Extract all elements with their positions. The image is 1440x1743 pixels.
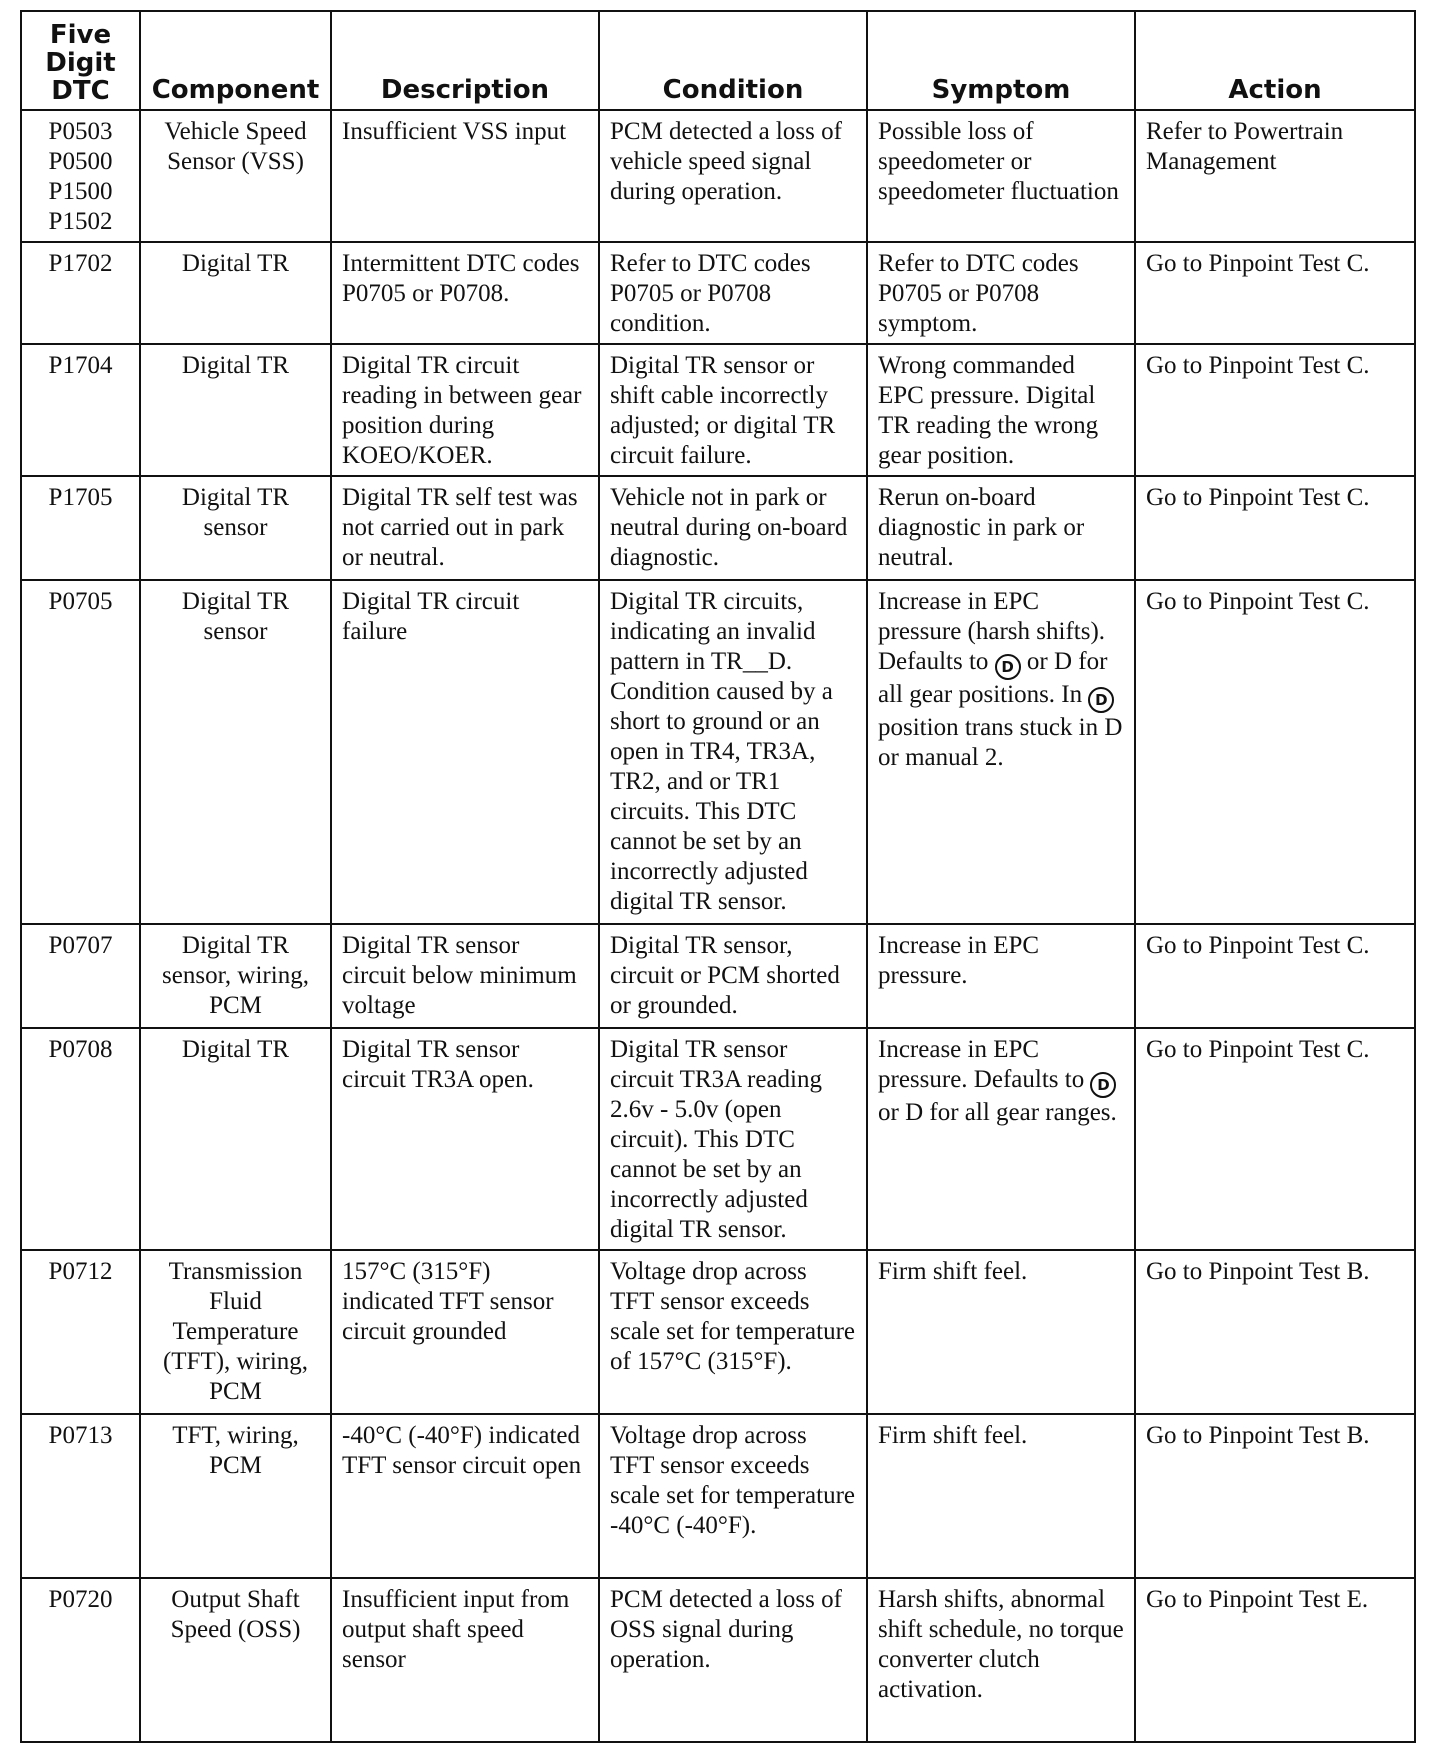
table-row [21, 1250, 1415, 1414]
table-row [21, 1414, 1415, 1578]
header-action: Action [1135, 11, 1415, 110]
component-cell: Vehicle Speed Sensor (VSS) [140, 110, 331, 242]
dtc-cell [21, 580, 140, 924]
table-row [21, 580, 1415, 924]
component-cell: Digital TR sensor [140, 580, 331, 924]
dtc-cell [21, 242, 140, 344]
table-row [21, 1028, 1415, 1250]
table-row [21, 924, 1415, 1028]
symptom-cell: Possible loss of speedometer or speedometer fluctuation [867, 110, 1135, 242]
symptom-cell: Firm shift feel. [867, 1250, 1135, 1414]
dtc-cell [21, 1250, 140, 1414]
condition-cell: PCM detected a loss of OSS signal during operation. [599, 1578, 867, 1742]
overdrive-icon: D [1090, 1072, 1116, 1098]
dtc-cell [21, 344, 140, 476]
dtc-code: P0720 [48, 1586, 113, 1613]
header-component: Component [140, 11, 331, 110]
table-header-row [21, 11, 1415, 110]
dtc-code: P0708 [48, 1036, 113, 1063]
action-cell: Go to Pinpoint Test E. [1135, 1578, 1415, 1742]
table-row [21, 344, 1415, 476]
dtc-cell [21, 1578, 140, 1742]
overdrive-icon: D [1088, 687, 1114, 713]
description-cell: Intermittent DTC codes P0705 or P0708. [331, 242, 599, 344]
condition-cell: PCM detected a loss of vehicle speed signal during operation. [599, 110, 867, 242]
component-cell: Digital TR sensor, wiring, PCM [140, 924, 331, 1028]
overdrive-icon: D [995, 654, 1021, 680]
component-cell: Digital TR [140, 1028, 331, 1250]
condition-cell: Vehicle not in park or neutral during on-board diagnostic. [599, 476, 867, 580]
description-cell: Digital TR sensor circuit below minimum voltage [331, 924, 599, 1028]
condition-cell: Voltage drop across TFT sensor exceeds scale set for temperature of 157°C (315°F). [599, 1250, 867, 1414]
description-cell: Digital TR self test was not carried out in park or neutral. [331, 476, 599, 580]
action-cell: Go to Pinpoint Test B. [1135, 1414, 1415, 1578]
dtc-code: P0713 [48, 1422, 113, 1449]
symptom-cell: Increase in EPC pressure. [867, 924, 1135, 1028]
dtc-code: P0707 [48, 932, 113, 959]
table-row [21, 110, 1415, 242]
condition-cell: Refer to DTC codes P0705 or P0708 condition. [599, 242, 867, 344]
dtc-code: P1500 [48, 178, 113, 205]
dtc-code: P0503 [48, 118, 113, 145]
component-cell: Digital TR [140, 344, 331, 476]
description-cell: -40°C (-40°F) indicated TFT sensor circuit open [331, 1414, 599, 1578]
header-condition: Condition [599, 11, 867, 110]
symptom-cell: Firm shift feel. [867, 1414, 1135, 1578]
description-cell: Insufficient VSS input [331, 110, 599, 242]
symptom-cell: Rerun on-board diagnostic in park or neutral. [867, 476, 1135, 580]
action-cell: Go to Pinpoint Test C. [1135, 580, 1415, 924]
dtc-code: P1704 [48, 352, 113, 379]
dtc-cell [21, 110, 140, 242]
action-cell: Go to Pinpoint Test C. [1135, 242, 1415, 344]
symptom-cell: Refer to DTC codes P0705 or P0708 symptom. [867, 242, 1135, 344]
dtc-cell [21, 1414, 140, 1578]
header-symptom: Symptom [867, 11, 1135, 110]
dtc-chart-page [20, 10, 1414, 1743]
component-cell: TFT, wiring, PCM [140, 1414, 331, 1578]
component-cell: Transmission Fluid Temperature (TFT), wiring, PCM [140, 1250, 331, 1414]
component-cell: Digital TR [140, 242, 331, 344]
action-cell: Go to Pinpoint Test C. [1135, 344, 1415, 476]
dtc-code: P0712 [48, 1258, 113, 1285]
dtc-code: P0705 [48, 588, 113, 615]
condition-cell: Digital TR sensor, circuit or PCM shorted or grounded. [599, 924, 867, 1028]
dtc-code: P0500 [48, 148, 113, 175]
description-cell: 157°C (315°F) indicated TFT sensor circuit grounded [331, 1250, 599, 1414]
header-description: Description [331, 11, 599, 110]
dtc-code: P1702 [48, 250, 113, 277]
condition-cell: Digital TR sensor or shift cable incorrectly adjusted; or digital TR circuit failure. [599, 344, 867, 476]
table-row [21, 476, 1415, 580]
action-cell: Go to Pinpoint Test C. [1135, 476, 1415, 580]
description-cell: Insufficient input from output shaft speed sensor [331, 1578, 599, 1742]
action-cell: Go to Pinpoint Test C. [1135, 924, 1415, 1028]
condition-cell: Digital TR circuits, indicating an invalid pattern in TR__D. Condition caused by a short to ground or an open in TR4, TR3A, TR2, and or TR1 circuits. This DTC cannot be set by an incorrectly adjusted digital TR sensor. [599, 580, 867, 924]
description-cell: Digital TR circuit failure [331, 580, 599, 924]
dtc-cell [21, 924, 140, 1028]
component-cell: Output Shaft Speed (OSS) [140, 1578, 331, 1742]
table-row [21, 1578, 1415, 1742]
action-cell: Go to Pinpoint Test B. [1135, 1250, 1415, 1414]
symptom-cell: Wrong commanded EPC pressure. Digital TR reading the wrong gear position. [867, 344, 1135, 476]
dtc-code: P1502 [48, 208, 113, 235]
description-cell: Digital TR circuit reading in between gear position during KOEO/KOER. [331, 344, 599, 476]
condition-cell: Voltage drop across TFT sensor exceeds scale set for temperature -40°C (-40°F). [599, 1414, 867, 1578]
symptom-cell: Increase in EPC pressure. Defaults to Dor D for all gear ranges. [867, 1028, 1135, 1250]
table-row [21, 242, 1415, 344]
dtc-table [20, 10, 1416, 1743]
symptom-cell: Increase in EPC pressure (harsh shifts). Defaults to D or D for all gear positions. In D position trans stuck in D or manual 2. [867, 580, 1135, 924]
dtc-code: P1705 [48, 484, 113, 511]
action-cell: Refer to Powertrain Management [1135, 110, 1415, 242]
dtc-cell [21, 476, 140, 580]
condition-cell: Digital TR sensor circuit TR3A reading 2.6v - 5.0v (open circuit). This DTC cannot be set by an incorrectly adjusted digital TR sensor. [599, 1028, 867, 1250]
component-cell: Digital TR sensor [140, 476, 331, 580]
symptom-cell: Harsh shifts, abnormal shift schedule, no torque converter clutch activation. [867, 1578, 1135, 1742]
dtc-cell [21, 1028, 140, 1250]
description-cell: Digital TR sensor circuit TR3A open. [331, 1028, 599, 1250]
header-dtc: Five Digit DTC [21, 11, 140, 110]
action-cell: Go to Pinpoint Test C. [1135, 1028, 1415, 1250]
